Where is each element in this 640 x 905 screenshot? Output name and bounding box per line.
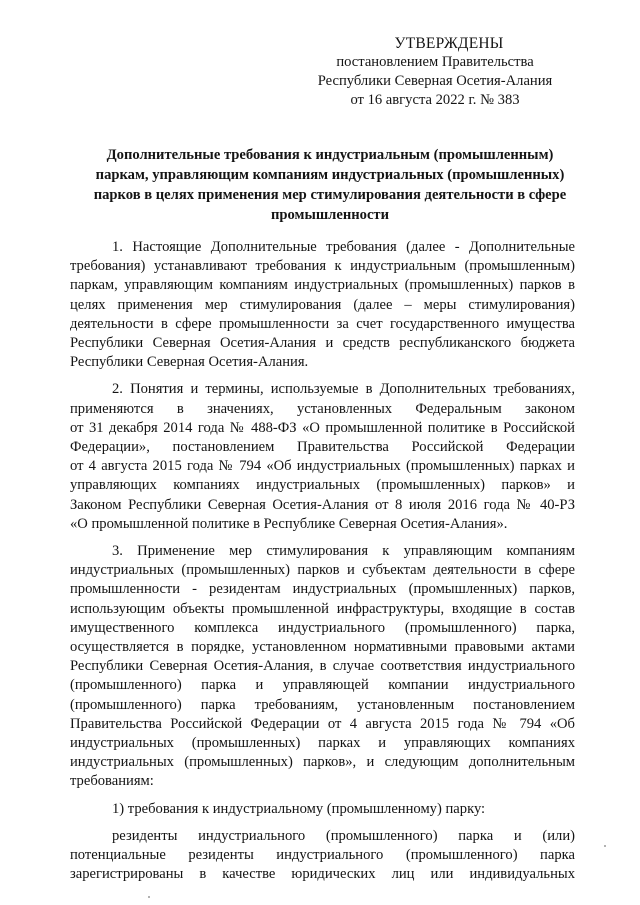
p3-line-12: индустриальных (промышленных) парков», и следующим дополнительным xyxy=(70,754,575,771)
p1-line-2: требования) устанавливают требования к индустриальным (промышленным) xyxy=(70,258,575,275)
p2-line-5: от 4 августа 2015 года № 794 «Об индустриальных (промышленных) парках и xyxy=(70,458,575,475)
title-line-4: промышленности xyxy=(270,207,390,223)
p3-line-11: индустриальных (промышленных) парках и управляющих компаниях xyxy=(70,735,575,752)
p5-line-2: потенциальные резиденты индустриального (промышленного) парка xyxy=(70,847,575,864)
scan-speck xyxy=(148,896,150,898)
p3-line-13: требованиям: xyxy=(70,773,154,790)
title-line-1: Дополнительные требования к индустриальным (промышленным) xyxy=(106,147,554,163)
p5-line-1: резиденты индустриального (промышленного) парка и (или) xyxy=(112,827,575,844)
p1-line-3: паркам, управляющим компаниям индустриальных (промышленных) парков в xyxy=(70,277,575,294)
p2-line-1: 2. Понятия и термины, используемые в Дополнительных требованиях, xyxy=(112,381,575,398)
p4-line-1: 1) требования к индустриальному (промышленному) парку: xyxy=(112,800,486,817)
p1-line-6: Республики Северная Осетия-Алания и средств республиканского бюджета xyxy=(70,335,575,352)
p1-line-5: деятельности в сфере промышленности за счет государственного имущества xyxy=(70,315,575,332)
p3-line-1: 3. Применение мер стимулирования к управляющим компаниям xyxy=(112,543,575,560)
title-line-2: паркам, управляющим компаниям индустриальных (промышленных) xyxy=(95,167,565,183)
p1-line-7: Республики Северная Осетия-Алания. xyxy=(70,354,309,371)
p3-line-3: промышленности - резидентам индустриальных (промышленных) парков, xyxy=(70,581,575,598)
paragraph-2 xyxy=(70,380,575,534)
approval-line-2: Республики Северная Осетия-Алания xyxy=(317,73,553,89)
p2-line-7: Законом Республики Северная Осетия-Алания от 8 июля 2016 года № 40-РЗ xyxy=(70,496,575,513)
approval-line-1: постановлением Правительства xyxy=(336,54,534,70)
p1-line-1: 1. Настоящие Дополнительные требования (далее - Дополнительные xyxy=(112,239,575,255)
approval-line-3: от 16 августа 2022 г. № 383 xyxy=(350,92,520,108)
approval-heading: УТВЕРЖДЕНЫ xyxy=(394,35,504,52)
paragraph-3 xyxy=(70,542,575,792)
title-line-3: парков в целях применения мер стимулирования деятельности в сфере xyxy=(93,187,567,203)
p5-line-3: зарегистрированы в качестве юридических лиц или индивидуальных xyxy=(70,866,575,883)
p2-line-2: применяются в значениях, установленных Федеральным законом xyxy=(70,400,575,417)
p3-line-10: Правительства Российской Федерации от 4 августа 2015 года № 794 «Об xyxy=(70,715,575,732)
approval-block xyxy=(300,34,570,110)
p3-line-8: (промышленного) парка и управляющей компании индустриального xyxy=(70,677,575,694)
p3-line-2: индустриальных (промышленных) парков и субъектам деятельности в сфере xyxy=(70,562,575,579)
document-body xyxy=(70,238,575,893)
p1-line-4: целях применения мер стимулирования (далее – меры стимулирования) xyxy=(70,296,575,313)
p3-line-4: использующим объекты промышленной инфраструктуры, входящие в состав xyxy=(70,600,575,617)
p3-line-7: Республики Северная Осетия-Алания, в случае соответствия индустриального xyxy=(70,658,575,675)
p2-line-3: от 31 декабря 2014 года № 488-ФЗ «О промышленной политике в Российской xyxy=(70,419,575,436)
p3-line-9: (промышленного) парка требованиям, установленным постановлением xyxy=(70,696,575,713)
p2-line-8: «О промышленной политике в Республике Северная Осетия-Алания». xyxy=(70,515,508,532)
paragraph-5 xyxy=(70,827,575,885)
scan-speck xyxy=(604,845,606,847)
p2-line-6: управляющих компаниях индустриальных (промышленных) парков» и xyxy=(70,477,575,494)
p3-line-5: имущественного комплекса индустриального (промышленного) парка, xyxy=(70,619,575,636)
paragraph-1 xyxy=(70,238,575,372)
p3-line-6: осуществляется в порядке, установленном нормативными правовыми актами xyxy=(70,639,575,656)
paragraph-4 xyxy=(70,800,575,819)
document-title xyxy=(70,145,590,225)
p2-line-4: Федерации», постановлением Правительства Российской Федерации xyxy=(70,439,575,456)
